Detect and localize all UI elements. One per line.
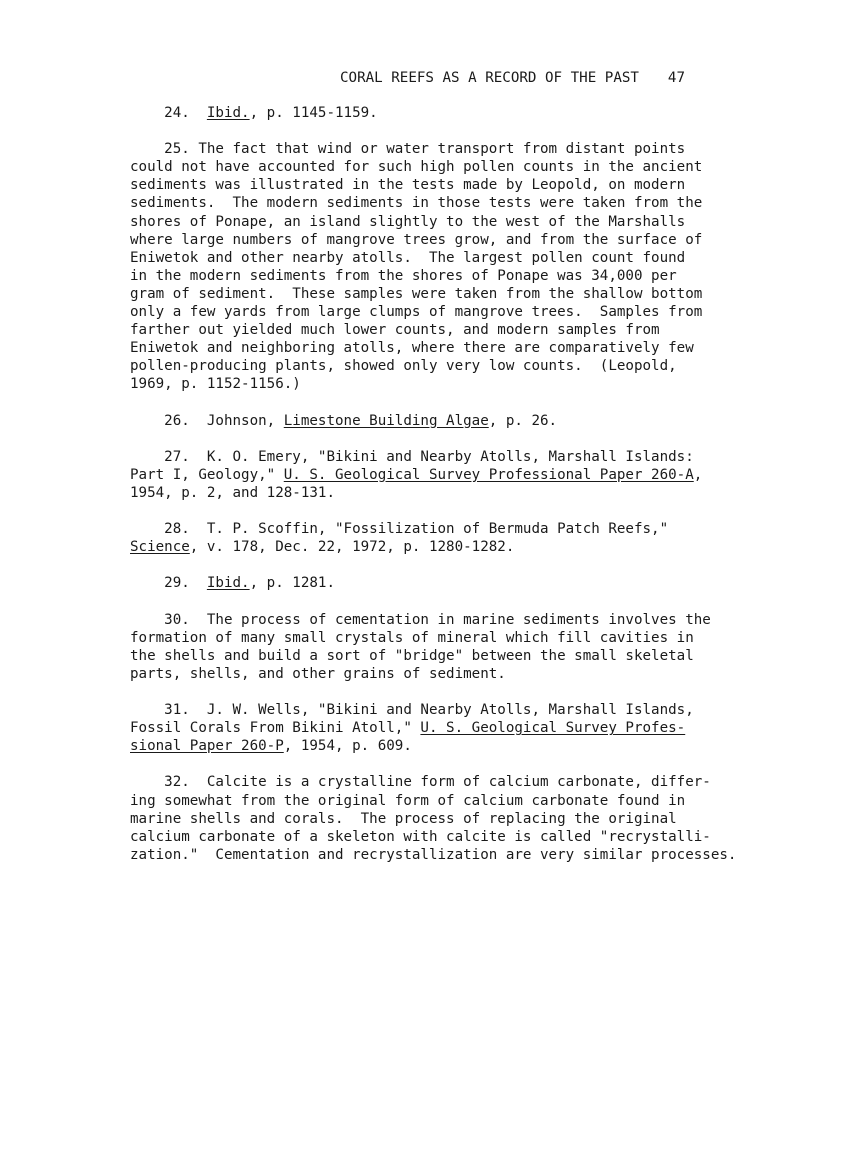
endnote-line bbox=[130, 339, 730, 357]
endnote-line bbox=[130, 701, 730, 719]
endnote-line bbox=[130, 158, 730, 176]
text-run: 1954, p. 2, and 128-131. bbox=[130, 484, 335, 501]
endnote-line bbox=[130, 104, 730, 122]
text-run: 29. bbox=[130, 575, 207, 592]
text-run: 27. K. O. Emery, "Bikini and Nearby Atolls, Marshall Islands: bbox=[130, 448, 694, 465]
text-run: 28. T. P. Scoffin, "Fossilization of Bermuda Patch Reefs," bbox=[130, 521, 669, 538]
endnote-line bbox=[130, 484, 730, 502]
endnote bbox=[130, 140, 730, 393]
text-run: , bbox=[693, 466, 703, 483]
endnote-line bbox=[130, 737, 730, 755]
endnote-line bbox=[130, 357, 730, 375]
endnote-line bbox=[130, 665, 730, 683]
text-run: 26. Johnson, bbox=[130, 412, 284, 429]
text-run: sediments. The modern sediments in those tests were taken from the bbox=[130, 195, 703, 212]
endnote-line bbox=[130, 629, 730, 647]
endnote-line bbox=[130, 828, 730, 846]
endnote bbox=[130, 701, 730, 755]
text-run: the shells and build a sort of "bridge" between the small skeletal bbox=[130, 647, 694, 664]
endnote-line bbox=[130, 249, 730, 267]
endnote bbox=[130, 104, 730, 122]
endnote-line bbox=[130, 194, 730, 212]
text-run: gram of sediment. These samples were taken from the shallow bottom bbox=[130, 285, 703, 302]
endnote-line bbox=[130, 773, 730, 791]
text-run: 30. The process of cementation in marine sediments involves the bbox=[130, 611, 711, 628]
endnote-line bbox=[130, 375, 730, 393]
text-run: Part I, Geology," bbox=[130, 466, 284, 483]
underlined-title: Science bbox=[130, 539, 190, 556]
text-run: ing somewhat from the original form of calcium carbonate found in bbox=[130, 792, 686, 809]
text-run: could not have accounted for such high pollen counts in the ancient bbox=[130, 159, 703, 176]
running-head bbox=[340, 70, 685, 86]
text-run: , 1954, p. 609. bbox=[283, 738, 412, 755]
endnote-line bbox=[130, 140, 730, 158]
endnote-line bbox=[130, 412, 730, 430]
endnote-line bbox=[130, 231, 730, 249]
endnote-line bbox=[130, 846, 737, 864]
endnotes-list bbox=[130, 104, 737, 882]
endnote-line bbox=[130, 611, 730, 629]
text-run: only a few yards from large clumps of mangrove trees. Samples from bbox=[130, 304, 703, 321]
text-run: , p. 1281. bbox=[249, 575, 336, 592]
text-run: marine shells and corals. The process of replacing the original bbox=[130, 810, 677, 827]
running-head-title: CORAL REEFS AS A RECORD OF THE PAST bbox=[340, 70, 639, 86]
text-run: calcium carbonate of a skeleton with calcite is called "recrystalli- bbox=[130, 828, 711, 845]
text-run: sediments was illustrated in the tests made by Leopold, on modern bbox=[130, 177, 686, 194]
text-run: 31. J. W. Wells, "Bikini and Nearby Atolls, Marshall Islands, bbox=[130, 702, 694, 719]
text-run: Eniwetok and other nearby atolls. The largest pollen count found bbox=[130, 249, 686, 266]
endnote-line bbox=[130, 792, 730, 810]
text-run: parts, shells, and other grains of sediment. bbox=[130, 665, 506, 682]
endnote bbox=[130, 412, 730, 430]
endnote bbox=[130, 611, 730, 683]
text-run: farther out yielded much lower counts, and modern samples from bbox=[130, 322, 660, 339]
endnote-line bbox=[130, 267, 730, 285]
text-run: , p. 1145-1159. bbox=[249, 105, 378, 121]
text-run: shores of Ponape, an island slightly to the west of the Marshalls bbox=[130, 213, 686, 230]
endnote-line bbox=[130, 321, 730, 339]
text-run: Eniwetok and neighboring atolls, where there are comparatively few bbox=[130, 340, 694, 357]
underlined-title: Limestone Building Algae bbox=[283, 412, 489, 429]
text-run: 24. bbox=[130, 105, 207, 121]
endnote bbox=[130, 448, 730, 502]
endnote-line bbox=[130, 213, 730, 231]
endnote-line bbox=[130, 448, 730, 466]
text-run: formation of many small crystals of mineral which fill cavities in bbox=[130, 629, 694, 646]
underlined-title: U. S. Geological Survey Professional Paper 260-A bbox=[283, 466, 694, 483]
text-run: , p. 26. bbox=[488, 412, 558, 429]
endnote-line bbox=[130, 520, 730, 538]
endnote-line bbox=[130, 574, 730, 592]
text-run: 1969, p. 1152-1156.) bbox=[130, 376, 301, 393]
endnote-line bbox=[130, 647, 730, 665]
endnote-line bbox=[130, 176, 730, 194]
endnote bbox=[130, 520, 730, 556]
text-run: pollen-producing plants, showed only very low counts. (Leopold, bbox=[130, 358, 677, 375]
endnote-line bbox=[130, 538, 730, 556]
endnote bbox=[130, 574, 730, 592]
text-run: where large numbers of mangrove trees grow, and from the surface of bbox=[130, 231, 703, 248]
text-run: 25. The fact that wind or water transport from distant points bbox=[130, 141, 686, 158]
text-run: , v. 178, Dec. 22, 1972, p. 1280-1282. bbox=[189, 539, 515, 556]
endnote-line bbox=[130, 719, 730, 737]
text-run: zation." Cementation and recrystallization are very similar processes. bbox=[130, 846, 737, 863]
endnote-line bbox=[130, 810, 730, 828]
text-run: Fossil Corals From Bikini Atoll," bbox=[130, 720, 421, 737]
endnote-line bbox=[130, 466, 730, 484]
endnote-line bbox=[130, 303, 730, 321]
text-run: in the modern sediments from the shores of Ponape was 34,000 per bbox=[130, 267, 677, 284]
underlined-title: Ibid. bbox=[206, 105, 250, 121]
underlined-title: sional Paper 260-P bbox=[130, 738, 284, 755]
text-run: 32. Calcite is a crystalline form of calcium carbonate, differ- bbox=[130, 774, 711, 791]
page-number: 47 bbox=[667, 70, 685, 86]
underlined-title: Ibid. bbox=[206, 575, 250, 592]
underlined-title: U. S. Geological Survey Profes- bbox=[420, 720, 686, 737]
endnote-line bbox=[130, 285, 730, 303]
endnote bbox=[130, 773, 737, 863]
